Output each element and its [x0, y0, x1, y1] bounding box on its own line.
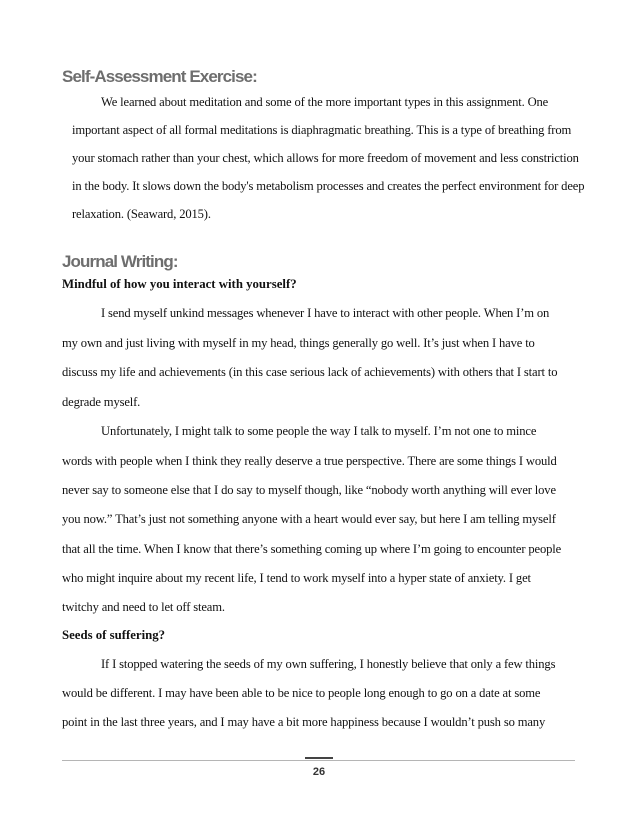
footer-accent-mark [305, 757, 333, 759]
self-assessment-heading: Self-Assessment Exercise: [62, 67, 257, 86]
paragraph-line: discuss my life and achievements (in this case serious lack of achievements) with others that I start to [62, 365, 558, 379]
footer-divider [62, 760, 575, 761]
paragraph-line: would be different. I may have been able to be nice to people long enough to go on a date at some [62, 686, 541, 700]
subheading-seeds: Seeds of suffering? [62, 628, 166, 642]
paragraph-line: important aspect of all formal meditations is diaphragmatic breathing. This is a type of breathing from [72, 123, 572, 137]
paragraph-line: never say to someone else that I do say to myself though, like “nobody worth anything will ever love [62, 483, 556, 497]
paragraph-line: point in the last three years, and I may have a bit more happiness because I wouldn’t push so many [62, 715, 546, 729]
paragraph-line: that all the time. When I know that there’s something coming up where I’m going to encounter people [62, 542, 562, 556]
paragraph-line: relaxation. (Seaward, 2015). [72, 207, 211, 221]
paragraph-line: my own and just living with myself in my head, things generally go well. It’s just when I have to [62, 336, 535, 350]
paragraph-line: words with people when I think they really deserve a true perspective. There are some things I would [62, 454, 557, 468]
paragraph-line: in the body. It slows down the body's metabolism processes and creates the perfect environment for deep [72, 179, 585, 193]
paragraph-line: twitchy and need to let off steam. [62, 600, 225, 614]
paragraph-line: who might inquire about my recent life, I tend to work myself into a hyper state of anxiety. I get [62, 571, 531, 585]
paragraph-line: I send myself unkind messages whenever I have to interact with other people. When I’m on [101, 306, 550, 320]
paragraph-line: you now.” That’s just not something anyone with a heart would ever say, but here I am telling myself [62, 512, 556, 526]
paragraph-line: If I stopped watering the seeds of my own suffering, I honestly believe that only a few things [101, 657, 556, 671]
paragraph-line: your stomach rather than your chest, which allows for more freedom of movement and less constriction [72, 151, 579, 165]
page-number: 26 [312, 766, 326, 778]
paragraph-line: We learned about meditation and some of the more important types in this assignment. One [101, 95, 549, 109]
journal-writing-heading: Journal Writing: [62, 252, 178, 271]
paragraph-line: degrade myself. [62, 395, 141, 409]
paragraph-line: Unfortunately, I might talk to some people the way I talk to myself. I’m not one to mince [101, 424, 537, 438]
subheading-mindful: Mindful of how you interact with yourself? [62, 277, 297, 291]
